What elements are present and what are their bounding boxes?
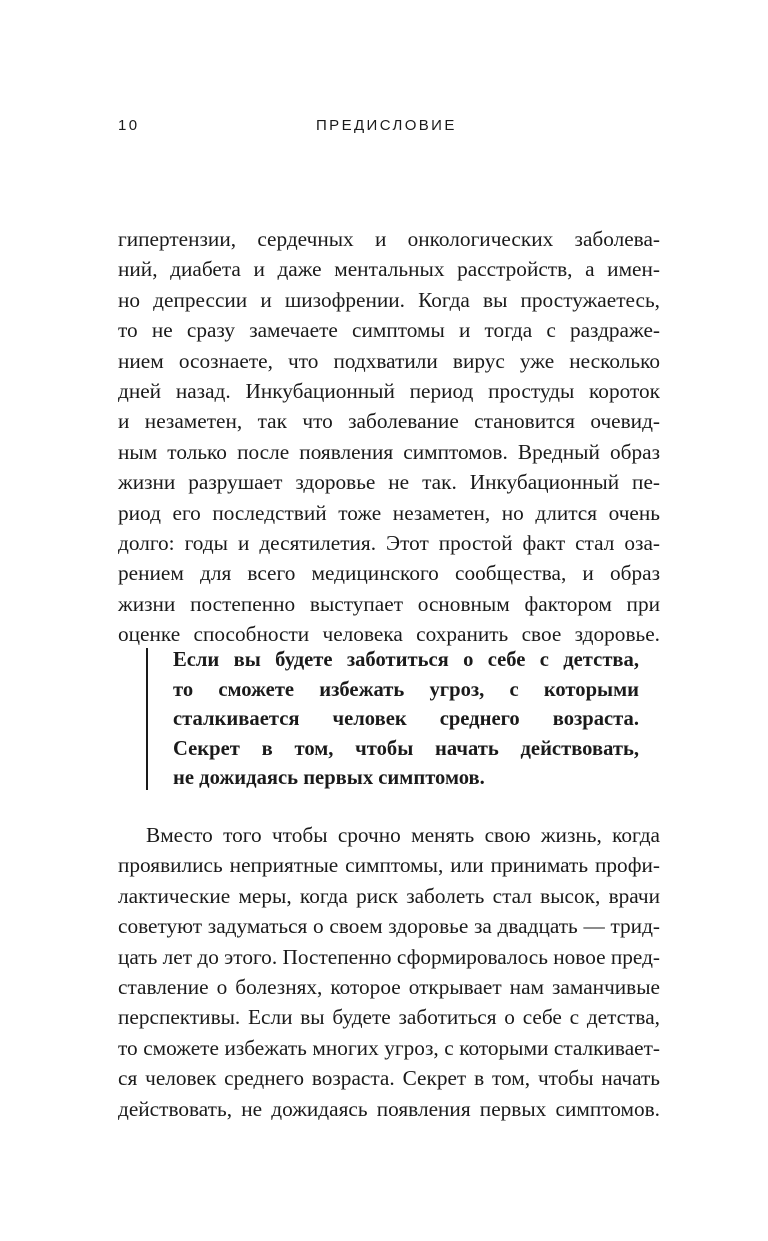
quote-line: не дожидаясь первых симптомов. — [173, 767, 485, 790]
quote-line: Секрет в том, чтобы начать действовать, — [173, 737, 639, 760]
body-paragraph-1 — [118, 224, 660, 650]
text-line: перспективы. Если вы будете заботиться о себе с детства, — [118, 1005, 660, 1030]
body-paragraph-2 — [118, 820, 660, 1124]
text-line: и незаметен, так что заболевание становится очевид- — [118, 409, 660, 434]
text-line: проявились неприятные симптомы, или принимать профи- — [118, 853, 660, 878]
text-line: долго: годы и десятилетия. Этот простой факт стал оза- — [118, 531, 660, 556]
text-line: ний, диабета и даже ментальных расстройств, а имен- — [118, 257, 660, 282]
text-line: жизни постепенно выступает основным фактором при — [118, 591, 660, 616]
text-line: ставление о болезнях, которое открывает нам заманчивые — [118, 975, 660, 1000]
text-line: ся человек среднего возраста. Секрет в том, чтобы начать — [118, 1066, 660, 1091]
chapter-title: ПРЕДИСЛОВИЕ — [316, 117, 457, 134]
text-line: Вместо того чтобы срочно менять свою жизнь, когда — [146, 823, 660, 847]
text-line: лактические меры, когда риск заболеть стал высок, врачи — [118, 883, 660, 908]
text-line: нием осознаете, что подхватили вирус уже несколько — [118, 348, 660, 373]
text-line: гипертензии, сердечных и онкологических заболева- — [118, 227, 660, 251]
text-line: жизни разрушает здоровье не так. Инкубационный пе- — [118, 470, 660, 495]
text-line: цать лет до этого. Постепенно сформировалось новое пред- — [118, 944, 661, 969]
running-header — [118, 117, 660, 139]
text-line: то не сразу замечаете симптомы и тогда с раздраже- — [118, 318, 660, 343]
text-line: риод его последствий тоже незаметен, но длится очень — [118, 500, 660, 525]
pull-quote-text — [173, 646, 639, 794]
text-line: дней назад. Инкубационный период простуды короток — [118, 379, 660, 404]
text-line: то сможете избежать многих угроз, с которыми сталкивает- — [118, 1035, 660, 1060]
text-line: ным только после появления симптомов. Вредный образ — [118, 439, 660, 464]
text-line: действовать, не дожидаясь появления первых симптомов. — [118, 1096, 660, 1121]
quote-line: Если вы будете заботиться о себе с детства, — [173, 649, 639, 671]
text-line: рением для всего медицинского сообщества, и образ — [118, 561, 660, 586]
text-line: советуют задуматься о своем здоровье за двадцать — трид- — [118, 914, 660, 939]
quote-line: то сможете избежать угроз, с которыми — [173, 678, 639, 701]
text-line: но депрессии и шизофрении. Когда вы простужаетесь, — [118, 287, 660, 312]
quote-line: сталкивается человек среднего возраста. — [173, 708, 639, 731]
text-line: оценке способности человека сохранить свое здоровье. — [118, 622, 660, 647]
quote-rule — [146, 648, 148, 790]
page-number: 10 — [118, 117, 140, 134]
pull-quote — [146, 646, 646, 798]
